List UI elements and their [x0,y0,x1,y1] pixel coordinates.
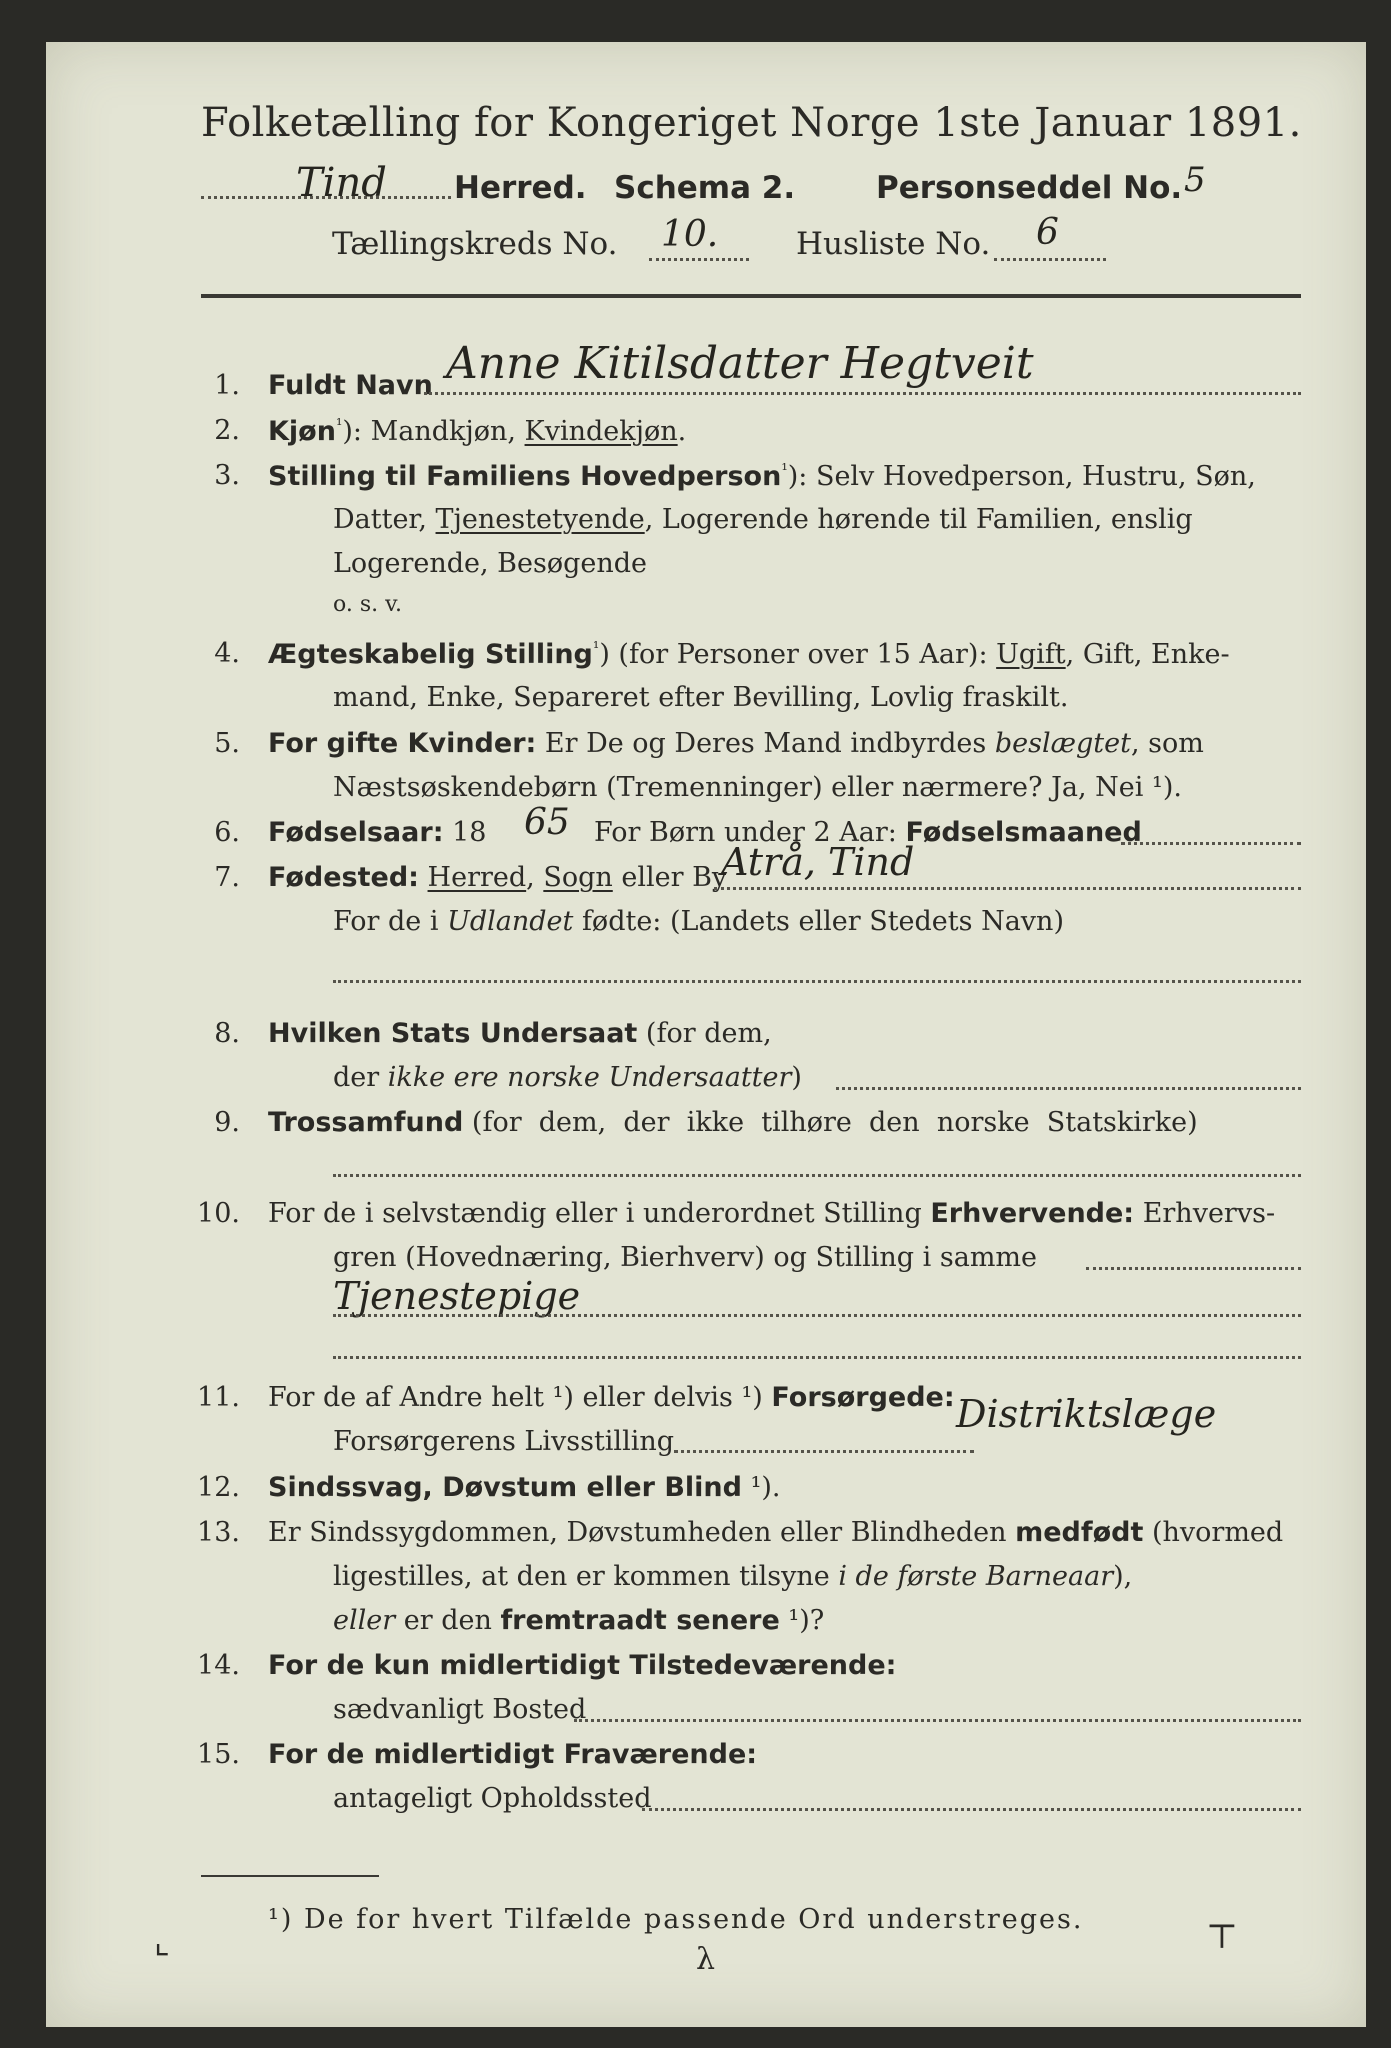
q12-line [268,1472,781,1503]
q7-label: Fødested: [268,862,419,893]
q12-label: Sindssvag, Døvstum eller Blind [268,1472,742,1503]
q3-label: Stilling til Familiens Hovedperson [268,461,782,492]
herred-label: Herred. [454,170,587,206]
q13-line3 [333,1605,824,1636]
q2-footnote-mark: ¹ [335,415,343,434]
q7-line2b: fødte: (Landets eller Stedets Navn) [573,906,1064,937]
footnote-rule [201,1875,379,1877]
q2-number: 2. [214,415,240,446]
personseddel-value: 5 [1184,160,1206,200]
q1-dotted-line [424,392,1301,395]
q5-line1-italic: beslægtet [994,728,1131,759]
q2-tail: . [677,416,687,447]
q7-number: 7. [214,862,240,893]
q11-line1a: For de af Andre helt ¹) eller delvis ¹) [268,1382,772,1413]
q8-line1 [268,1018,772,1049]
q7-line2a: For de i [333,906,448,937]
q13-line2a: ligestilles, at den er kommen tilsyne [333,1561,839,1592]
q13-number: 13. [197,1517,240,1548]
q2-text: ): Mandkjøn, [342,416,525,447]
q15-label: For de midlertidigt Fraværende: [268,1739,758,1770]
footnote: ¹) De for hvert Tilfælde passende Ord understreges. [268,1904,1084,1935]
q3-footnote-mark: ¹ [781,460,788,479]
q13-line1 [268,1517,1283,1548]
form-title: Folketælling for Kongeriget Norge 1ste Januar 1891. [201,100,1302,146]
q8-dotted-line [836,1087,1301,1090]
q5-label: For gifte Kvinder: [268,728,537,759]
q13-line2 [333,1561,1132,1592]
q3-line3: Logerende, Besøgende [333,548,647,579]
census-form-sheet [46,42,1366,2027]
q7-line1: Fødested: Herred, Sogn eller By [268,862,728,893]
q6-line [268,817,486,848]
q3-underlined-option: Tjenestetyende [435,504,645,535]
corner-mark-left: ⌞ [154,1922,170,1962]
q8-number: 8. [214,1018,240,1049]
q11-line1b: Forsørgede: [771,1382,955,1413]
kreds-dotted-line [649,258,749,261]
q1-number: 1. [214,370,240,401]
q8-line2b: ) [791,1062,802,1093]
q6-number: 6. [214,817,240,848]
kreds-value: 10. [661,214,719,255]
q7-underlined-herred: Herred [427,862,527,893]
q13-line1a: Er Sindssygdommen, Døvstumheden eller Blindheden [268,1517,1016,1548]
q10-line1b: Erhvervende: [930,1198,1135,1229]
q5-line2: Næstsøskendebørn (Tremenninger) eller nærmere? Ja, Nei ¹). [333,772,1182,803]
q15-dotted-line [642,1808,1301,1811]
q11-value: Distriktslæge [956,1392,1217,1436]
husliste-dotted-line [994,258,1106,261]
q2-line [268,415,686,447]
q7-value: Atrå, Tind [721,840,915,884]
q11-dotted-line [674,1450,974,1453]
q4-number: 4. [214,638,240,669]
q3-line1-text: ): Selv Hovedperson, Hustru, Søn, [787,461,1256,492]
q4-footnote-mark: ¹ [592,638,600,657]
q8-line2a: der [333,1062,388,1093]
q10-line2: gren (Hovednæring, Bierhverv) og Stilling i samme [333,1242,1038,1273]
q10-dotted-line-c [333,1356,1301,1359]
q7-line2-italic: Udlandet [447,906,574,937]
schema-label: Schema 2. [614,170,796,206]
q2-label: Kjøn [268,416,336,447]
q6-rest-label: Fødselsmaaned [905,817,1142,848]
q3-number: 3. [214,460,240,491]
personseddel-label: Personseddel No. [876,170,1183,206]
q5-line1 [268,728,1204,759]
q5-number: 5. [214,728,240,759]
q9-number: 9. [214,1107,240,1138]
q9-dotted-line [333,1174,1301,1177]
q7-line2 [333,906,1064,937]
husliste-label: Husliste No. [796,226,991,262]
q13-line1c: (hvormed [1143,1517,1284,1548]
q12-number: 12. [197,1472,240,1503]
q11-number: 11. [197,1382,240,1413]
q10-number: 10. [197,1198,240,1229]
q3-line1 [268,460,1256,492]
q1-label: Fuldt Navn [268,370,433,401]
q3-line2 [333,504,1193,535]
q4-line1 [268,638,1230,670]
q4-line2: mand, Enke, Separeret efter Bevilling, Lovlig fraskilt. [333,682,1069,713]
kreds-label: Tællingskreds No. [332,226,618,262]
q15-line2: antageligt Opholdssted [333,1783,652,1814]
q5-line1b: , som [1130,728,1204,759]
q3-line4: o. s. v. [333,592,402,617]
q6-value: 65 [524,802,570,843]
q13-line3b: fremtraadt senere [500,1605,780,1636]
q13-line2b: ), [1113,1561,1133,1592]
q11-line2: Forsørgerens Livsstilling [333,1426,675,1457]
q6-dotted-line [1121,842,1301,845]
q9-line1 [268,1107,1198,1138]
q7-second-dotted-line [333,980,1301,983]
q10-value: Tjenestepige [333,1274,581,1318]
q10-line1c: Erhvervs- [1134,1198,1276,1229]
q13-line3c: ¹)? [779,1605,825,1636]
q14-number: 14. [197,1650,240,1681]
corner-mark-right: ⊤ [1206,1917,1238,1957]
header-rule [201,294,1301,298]
q8-line1-text: (for dem, [637,1018,772,1049]
q10-dotted-line-b [333,1314,1301,1317]
q8-line2 [333,1062,802,1093]
q4-underlined-option: Ugift [996,639,1066,670]
q8-label: Hvilken Stats Undersaat [268,1018,638,1049]
q3-line2b: , Logerende hørende til Familien, enslig [644,504,1193,535]
q13-line1b: medfødt [1015,1517,1144,1548]
q10-line1a: For de i selvstændig eller i underordnet Stilling [268,1198,931,1229]
center-mark: λ [696,1942,716,1977]
q13-line2-italic: i de første Barneaar [838,1561,1114,1592]
q5-line1a: Er De og Deres Mand indbyrdes [536,728,995,759]
q10-line1 [268,1198,1275,1229]
q7-underlined-sogn: Sogn [543,862,613,893]
q11-line1 [268,1382,955,1413]
q6-label: Fødselsaar: [268,817,444,848]
q4-label: Ægteskabelig Stilling [268,639,593,670]
husliste-value: 6 [1036,212,1059,253]
q3-line2a: Datter, [333,504,436,535]
q4-line1b: , Gift, Enke- [1065,639,1230,670]
q7-mid: eller By [612,862,728,893]
q8-line2-italic: ikke ere norske Undersaatter [387,1062,792,1093]
q2-underlined-option: Kvindekjøn [524,416,678,447]
q14-dotted-line [574,1719,1301,1722]
q13-line3a: er den [395,1605,501,1636]
q9-label: Trossamfund [268,1107,464,1138]
q12-tail: ¹). [741,1472,781,1503]
q9-line1-text: (for dem, der ikke tilhøre den norske Statskirke) [463,1107,1198,1138]
herred-value: Tind [296,160,387,206]
q7-dotted-line [714,887,1301,890]
q15-number: 15. [197,1739,240,1770]
q10-dotted-line-a [1086,1267,1301,1270]
q4-line1a: ) (for Personer over 15 Aar): [599,639,997,670]
q6-rest-text: For Børn under 2 Aar: [594,817,906,848]
q13-line3-italic: eller [333,1605,396,1636]
q6-prefix: 18 [443,817,487,848]
q14-label: For de kun midlertidigt Tilstedeværende: [268,1650,897,1681]
q1-value: Anne Kitilsdatter Hegtveit [446,338,1034,389]
q14-line2: sædvanligt Bosted [333,1694,587,1725]
